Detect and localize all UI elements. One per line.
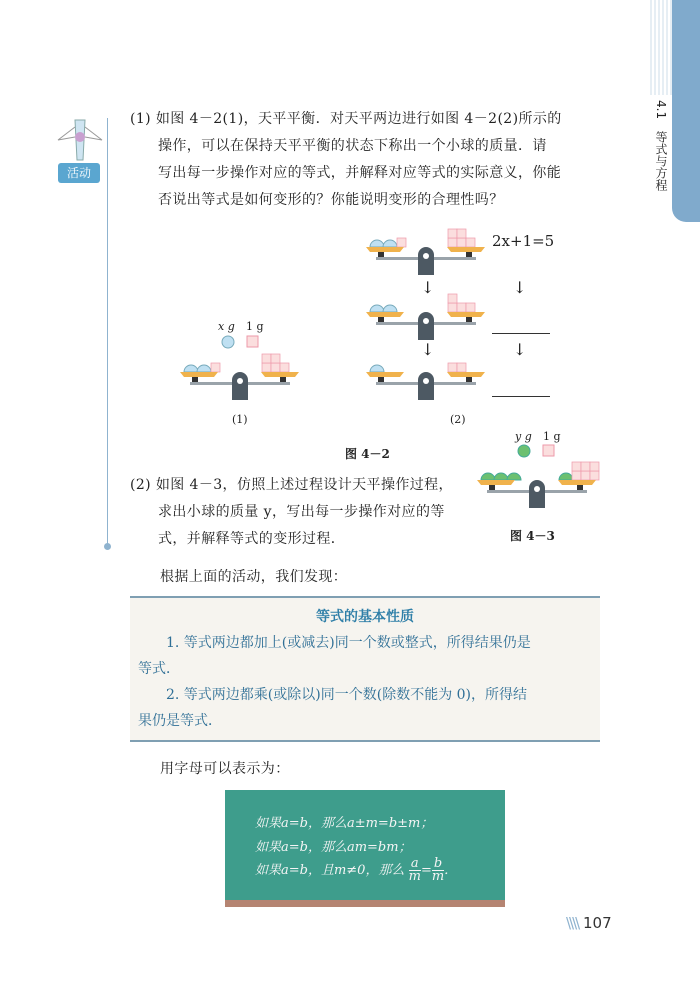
section-label: 4.1 等式与方程	[654, 100, 668, 192]
ball	[494, 473, 508, 480]
balance-step-1	[364, 225, 489, 281]
cube	[211, 363, 220, 372]
label-x-gram: x g	[218, 320, 235, 333]
ball	[370, 305, 384, 312]
cube	[448, 363, 457, 372]
page-deco-icon: \\\\	[566, 914, 579, 932]
activity-badge: 活动	[58, 163, 100, 183]
cube	[271, 363, 280, 372]
label-1-gram: 1 g	[246, 320, 264, 333]
cube	[590, 462, 599, 471]
cube	[262, 363, 271, 372]
balance-fig-4-3	[475, 458, 600, 514]
cube	[457, 238, 466, 247]
finding-text: 根据上面的活动，我们发现：	[160, 569, 348, 585]
property-1: 1. 等式两边都加上(或减去)同一个数或整式，所得结果仍是	[166, 635, 531, 651]
figure-4-3-caption: 图 4－3	[510, 529, 555, 543]
ball	[507, 473, 521, 480]
balance-step-2	[364, 290, 489, 346]
label-y-gram: y g	[515, 430, 532, 443]
formula-board	[225, 790, 505, 907]
subcaption-2: (2)	[450, 413, 466, 426]
letters-intro: 用字母可以表示为：	[160, 761, 290, 777]
cube	[448, 238, 457, 247]
cube	[262, 354, 271, 363]
formula-1: 如果a=b，那么a±m=b±m；	[255, 816, 434, 831]
cube	[457, 363, 466, 372]
ball	[197, 365, 211, 372]
activity-icon	[55, 115, 105, 163]
property-1-cont: 等式．	[138, 661, 180, 677]
activity-line-end	[104, 543, 111, 550]
formula-3: 如果a=b，且m≠0，那么 $\frac{a}{m}$ = $\frac{b}{m}$ ．	[255, 856, 458, 884]
ball	[383, 305, 397, 312]
arrow-down-icon: ↓	[513, 278, 527, 297]
property-2: 2. 等式两边都乘(或除以)同一个数(除数不能为 0)，所得结	[166, 687, 528, 703]
figure-4-2-caption: 图 4－2	[345, 447, 390, 461]
page-number: \\\\ 107	[566, 914, 612, 932]
properties-title: 等式的基本性质	[316, 609, 414, 625]
cube	[280, 363, 289, 372]
cube	[448, 229, 457, 238]
cube	[457, 229, 466, 238]
arrow-down-icon: ↓	[421, 340, 435, 359]
legend-marks	[221, 335, 261, 349]
label-1-gram: 1 g	[543, 430, 561, 443]
arrow-down-icon: ↓	[513, 340, 527, 359]
cube	[581, 462, 590, 471]
cube	[457, 303, 466, 312]
ball	[184, 365, 198, 372]
cube	[271, 354, 280, 363]
balance-initial	[178, 350, 303, 406]
cube	[581, 471, 590, 480]
cube	[448, 303, 457, 312]
subcaption-1: (1)	[232, 413, 248, 426]
cube	[466, 303, 475, 312]
cube	[590, 471, 599, 480]
property-2-cont: 果仍是等式．	[138, 713, 222, 729]
arrow-down-icon: ↓	[421, 278, 435, 297]
blank-line	[492, 396, 550, 397]
properties-box	[130, 596, 600, 742]
equation: 2x+1=5	[492, 232, 555, 250]
cube	[466, 238, 475, 247]
ball	[481, 473, 495, 480]
blank-line	[492, 333, 550, 334]
cube	[448, 294, 457, 303]
ball	[370, 365, 384, 372]
chapter-tab	[672, 0, 700, 222]
cube	[572, 471, 581, 480]
cube	[397, 238, 406, 247]
ball	[383, 240, 397, 247]
edge-stripes	[650, 0, 672, 95]
ball	[370, 240, 384, 247]
formula-2: 如果a=b，那么am=bm；	[255, 840, 412, 855]
ball	[559, 473, 573, 480]
question-2: (2) 如图 4－3，仿照上述过程设计天平操作过程， 求出小球的质量 y，写出每一步操作对应的等 式，并解释等式的变形过程．	[130, 477, 453, 547]
cube	[572, 462, 581, 471]
activity-line	[107, 118, 108, 546]
question-1: (1) 如图 4－2(1)，天平平衡．对天平两边进行如图 4－2(2)所示的 操作，可以在保持天平平衡的状态下称出一个小球的质量．请 写出每一步操作对应的等式，并解释对应等式的实际意义，你能 否说出等式是如何变形的？你能说明变形的合理性吗？	[130, 111, 562, 208]
legend-marks	[517, 444, 557, 458]
